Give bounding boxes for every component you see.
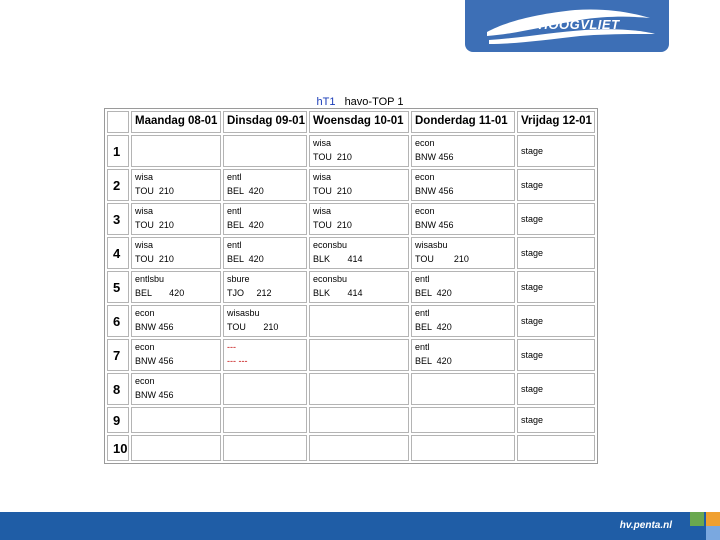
period-number: 1 [107,135,129,167]
schedule-title [0,96,720,108]
lesson-cell [223,169,307,201]
room-label: BEL 420 [227,254,264,264]
subject-label: stage [521,384,544,394]
subject-label: econ [415,206,435,216]
orange-square-icon [706,512,720,526]
room-label: BLK 414 [313,254,363,264]
room-label: BEL 420 [415,288,452,298]
room-label: BNW 456 [415,220,454,230]
lesson-cell [223,271,307,303]
lesson-cell [131,237,221,269]
lesson-cell [411,169,515,201]
subject-label: wisa [135,206,154,216]
room-label: TJO 212 [227,288,272,298]
period-number: 8 [107,373,129,405]
schedule-row [107,305,595,337]
room-label: TOU 210 [135,254,174,264]
room-label: BNW 456 [135,322,174,332]
lesson-cell [131,271,221,303]
lesson-cell [411,203,515,235]
lesson-cell [517,169,595,201]
subject-label: econsbu [313,274,348,284]
logo-text: HOOGVLIET [538,16,620,32]
corner-cell [107,111,129,133]
subject-label: wisa [313,138,332,148]
subject-label: econ [135,342,155,352]
lesson-cell [223,203,307,235]
room-label: TOU 210 [135,220,174,230]
subject-label: wisasbu [415,240,448,250]
subject-label: wisasbu [227,308,260,318]
lesson-cell [131,435,221,461]
lesson-cell [309,237,409,269]
schedule-row [107,373,595,405]
period-number: 5 [107,271,129,303]
lesson-cell [131,135,221,167]
room-label: BEL 420 [227,220,264,230]
lesson-cell [223,339,307,371]
subject-label: entlsbu [135,274,165,284]
subject-label: stage [521,415,544,425]
lesson-cell [411,305,515,337]
schedule-table [104,108,598,464]
room-label: TOU 210 [135,186,174,196]
lesson-cell [131,203,221,235]
period-number: 9 [107,407,129,433]
subject-label: wisa [135,172,154,182]
room-label: BNW 456 [415,186,454,196]
lesson-cell [411,135,515,167]
day-header: Dinsdag 09-01 [223,111,307,133]
class-name: havo-TOP 1 [344,96,404,108]
lesson-cell [411,373,515,405]
lesson-cell [411,237,515,269]
subject-label: entl [227,172,242,182]
lesson-cell [131,169,221,201]
schedule-row [107,407,595,433]
room-label: BEL 420 [415,322,452,332]
schedule-body [107,135,595,461]
footer-url[interactable]: hv.penta.nl [619,520,672,531]
period-number: 6 [107,305,129,337]
class-code: hT1 [316,96,336,108]
lesson-cell [223,237,307,269]
lesson-cell [223,135,307,167]
room-label: BLK 414 [313,288,363,298]
lesson-cell [309,203,409,235]
day-header: Woensdag 10-01 [309,111,409,133]
lesson-cell [223,407,307,433]
room-label: TOU 210 [313,220,352,230]
schedule-row [107,435,595,461]
lesson-cell [223,305,307,337]
subject-label: entl [227,206,242,216]
lesson-cell [517,237,595,269]
lesson-cell [309,339,409,371]
subject-label: --- [227,342,236,352]
room-label: TOU 210 [227,322,279,332]
lesson-cell [411,435,515,461]
room-label: --- --- [227,356,248,366]
day-header: Vrijdag 12-01 [517,111,595,133]
lesson-cell [309,169,409,201]
lesson-cell [309,407,409,433]
lesson-cell [309,135,409,167]
day-header: Maandag 08-01 [131,111,221,133]
subject-label: entl [415,274,430,284]
subject-label: entl [415,308,430,318]
lesson-cell [223,435,307,461]
lesson-cell [309,305,409,337]
subject-label: wisa [313,206,332,216]
lesson-cell [517,373,595,405]
day-header: Donderdag 11-01 [411,111,515,133]
hoogvliet-logo [465,0,669,52]
subject-label: econ [135,376,155,386]
footer-bar [0,512,720,540]
room-label: BEL 420 [227,186,264,196]
lesson-cell [223,373,307,405]
lesson-cell [517,203,595,235]
lesson-cell [517,135,595,167]
schedule-viewport [104,108,594,456]
lesson-cell [309,435,409,461]
lesson-cell [131,407,221,433]
schedule-row [107,271,595,303]
room-label: BNW 456 [415,152,454,162]
subject-label: stage [521,180,544,190]
schedule-row [107,339,595,371]
subject-label: econ [415,172,435,182]
subject-label: stage [521,214,544,224]
room-label: BEL 420 [415,356,452,366]
schedule-row [107,237,595,269]
lesson-cell [517,407,595,433]
subject-label: stage [521,282,544,292]
subject-label: sbure [227,274,250,284]
room-label: TOU 210 [313,186,352,196]
room-label: TOU 210 [415,254,469,264]
lesson-cell [309,373,409,405]
subject-label: stage [521,146,544,156]
lesson-cell [517,339,595,371]
subject-label: econ [415,138,435,148]
lesson-cell [517,435,595,461]
lesson-cell [309,271,409,303]
period-number: 2 [107,169,129,201]
lesson-cell [517,271,595,303]
subject-label: stage [521,248,544,258]
subject-label: econsbu [313,240,348,250]
room-label: BNW 456 [135,390,174,400]
period-number: 4 [107,237,129,269]
period-number: 3 [107,203,129,235]
lesson-cell [131,305,221,337]
subject-label: stage [521,316,544,326]
blue-square-icon [706,526,720,540]
room-label: TOU 210 [313,152,352,162]
schedule-row [107,135,595,167]
subject-label: econ [135,308,155,318]
header-row [107,111,595,133]
lesson-cell [411,271,515,303]
subject-label: entl [415,342,430,352]
room-label: BNW 456 [135,356,174,366]
subject-label: wisa [313,172,332,182]
lesson-cell [517,305,595,337]
room-label: BEL 420 [135,288,185,298]
subject-label: stage [521,350,544,360]
lesson-cell [131,339,221,371]
period-number: 10 [107,435,129,461]
period-number: 7 [107,339,129,371]
lesson-cell [411,339,515,371]
schedule-row [107,169,595,201]
green-square-icon [690,512,704,526]
lesson-cell [131,373,221,405]
subject-label: entl [227,240,242,250]
lesson-cell [411,407,515,433]
subject-label: wisa [135,240,154,250]
schedule-row [107,203,595,235]
